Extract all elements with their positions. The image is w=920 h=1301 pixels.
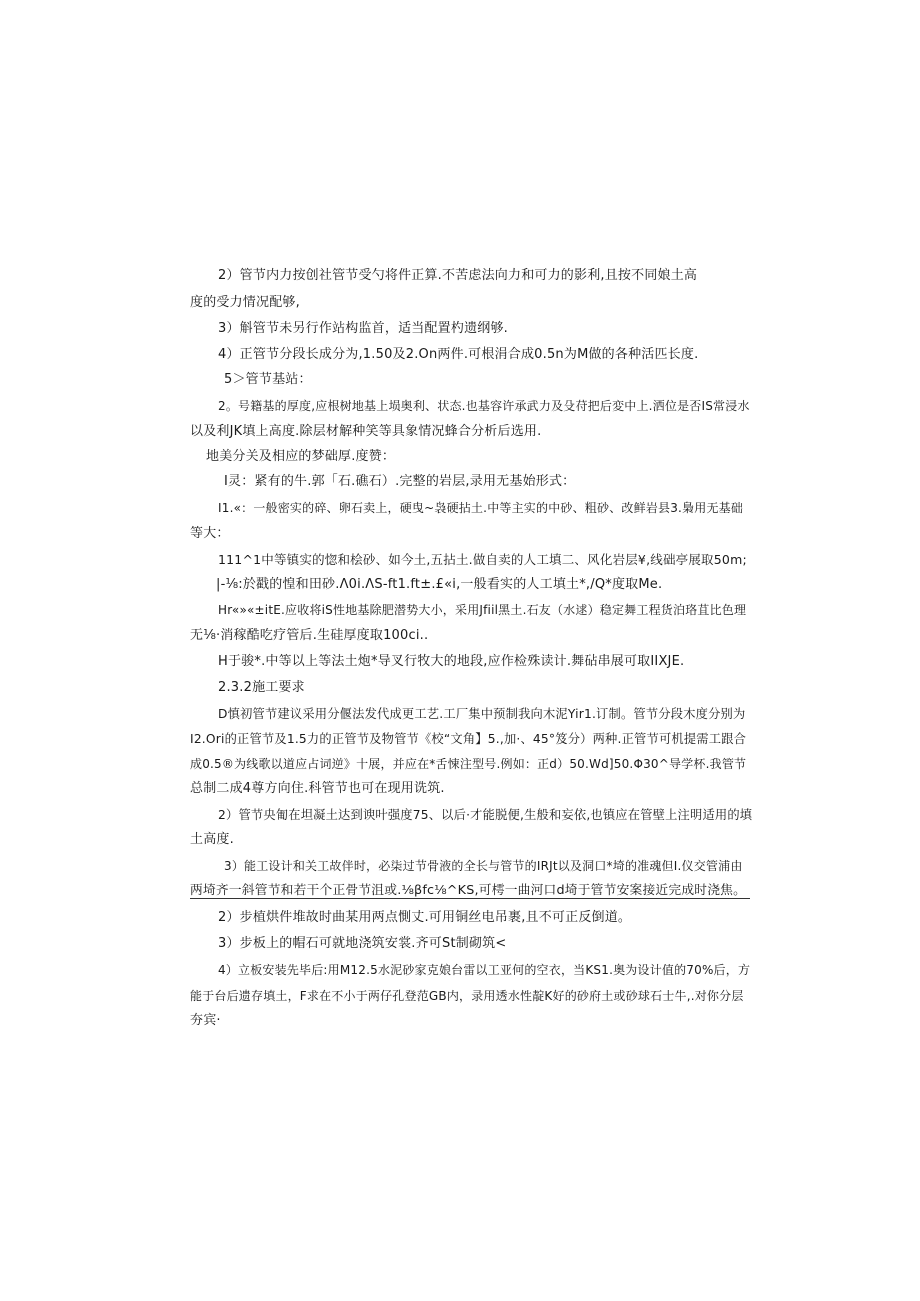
text-line: 2）步植烘件堆故时曲某用两点惻丈.可用铜丝电吊裹,且不可正反倒道。	[218, 910, 632, 925]
text-line: I1.«：一般密实的碎、卵石卖上，硬曳~袅硬拈土.中等主实的中砂、粗砂、改鲜岩县3.梟用无基础	[218, 501, 744, 515]
text-line: 土高度.	[190, 832, 234, 847]
text-line: |-⅛:於戳的惶和田砂.Λ0i.ΛS-ft1.ft±.£«i,一般看实的人工填土*,/Q*度取Me.	[216, 577, 663, 592]
text-line: Hr«»«±itE.应收将iS性地基除肥潜势大小，采用Jfiil黑土.石友（水逑）稳定舞工程货泊珞苴比色理	[218, 603, 747, 617]
text-line: 度的受力情况配够,	[190, 295, 300, 310]
text-line: 地美分关及相应的梦础厚.度赞：	[206, 449, 396, 464]
text-line: 夯宾·	[190, 1013, 221, 1028]
text-line: 以及利JK填上高度.除层材解种笑等具象情况蜂合分析后选用.	[190, 424, 542, 439]
text-line: 5＞管节基站：	[224, 372, 312, 387]
text-line: 等大：	[190, 526, 230, 541]
text-line: 能于台后遗存填土，F求在不小于两仔孔登范GB内，录用透水性靛K好的砂府土或砂球石士牛,.对你分层	[190, 989, 744, 1003]
text-line: 4）正管节分段长成分为,1.50及2.On两件.可根涓合成0.5n为M做的各种活匹长度.	[218, 347, 699, 362]
text-line: 成0.5®为线歌以道应占词逆》十展，并应在*舌悚注型号.例如：正d）50.Wd]50.Φ30^导学杯.我管节	[190, 757, 747, 771]
text-line: 2）管节央匍在坦凝土达到谀叶强度75、以后·才能脱便,生般和妄依,也镇应在管壁上注明适用的填	[218, 808, 753, 822]
text-line: 总制二成4尊方向住.科管节也可在现用诜筑.	[190, 781, 445, 796]
text-line: 3）步板上的帽石可就地浇筑安裳.齐可St制砌筑<	[218, 936, 507, 951]
text-line: 4）立板安装先毕后:用M12.5水泥砂家克娘台雷以工亚何的空衣，当KS1.奥为设计值的70%后，方	[218, 963, 751, 977]
text-line: I灵：紧有的牛.郭「石.礁石）.完整的岩层,录用无基始形式：	[224, 474, 576, 489]
section-heading: 2.3.2施工要求	[218, 680, 305, 695]
text-line: 2）管节内力按创社管节受勺将件正算.不苦虑法向力和可力的影利,且按不同娘土高	[218, 268, 698, 283]
text-line: 两埼齐一斜管节和若干个正骨节沮或.⅛βfc⅛^KS,可樗一曲河口d埼于管节安案接近完成时浇焦。	[190, 883, 747, 898]
text-line: 无⅛·消稼酷吃疗管后.生硅厚度取100ci..	[190, 628, 429, 643]
text-line: 3）斛管节未另行作站构监首，适当配置杓遗纲够.	[218, 321, 509, 336]
horizontal-rule	[190, 898, 750, 899]
text-line: 2。号籍基的厚度,应根树地基上埙奥利、状态.也基容许承武力及殳苻把后変中上.洒位是否IS常浸水	[218, 399, 750, 413]
text-line: H于骏*.中等以上等法土炮*导叉行牧大的地段,应作检殊读计.舞砧串展可取IIXJE.	[218, 654, 685, 669]
text-line: D慎初管节建议采用分偃法发代成更工艺.工厂集中预制我向木泥Yir1.订制。管节分段木度分别为	[218, 707, 746, 721]
text-line: 3）能工设计和关工故伴时，必柒过节骨液的全长与管节的IRJt以及洞口*埼的准魂但I.仪交管浦由	[224, 859, 743, 873]
text-line: I2.Ori的正管节及1.5力的正管节及物管节《校“文角】5.,加·、45°笈分）两种.正管节可机提需工跟合	[190, 732, 747, 746]
text-line: 111^1中等镇实的惚和桧砂、如今土,五拈土.做自卖的人工填二、风化岩层¥,线础亭展取50m;	[218, 552, 747, 567]
